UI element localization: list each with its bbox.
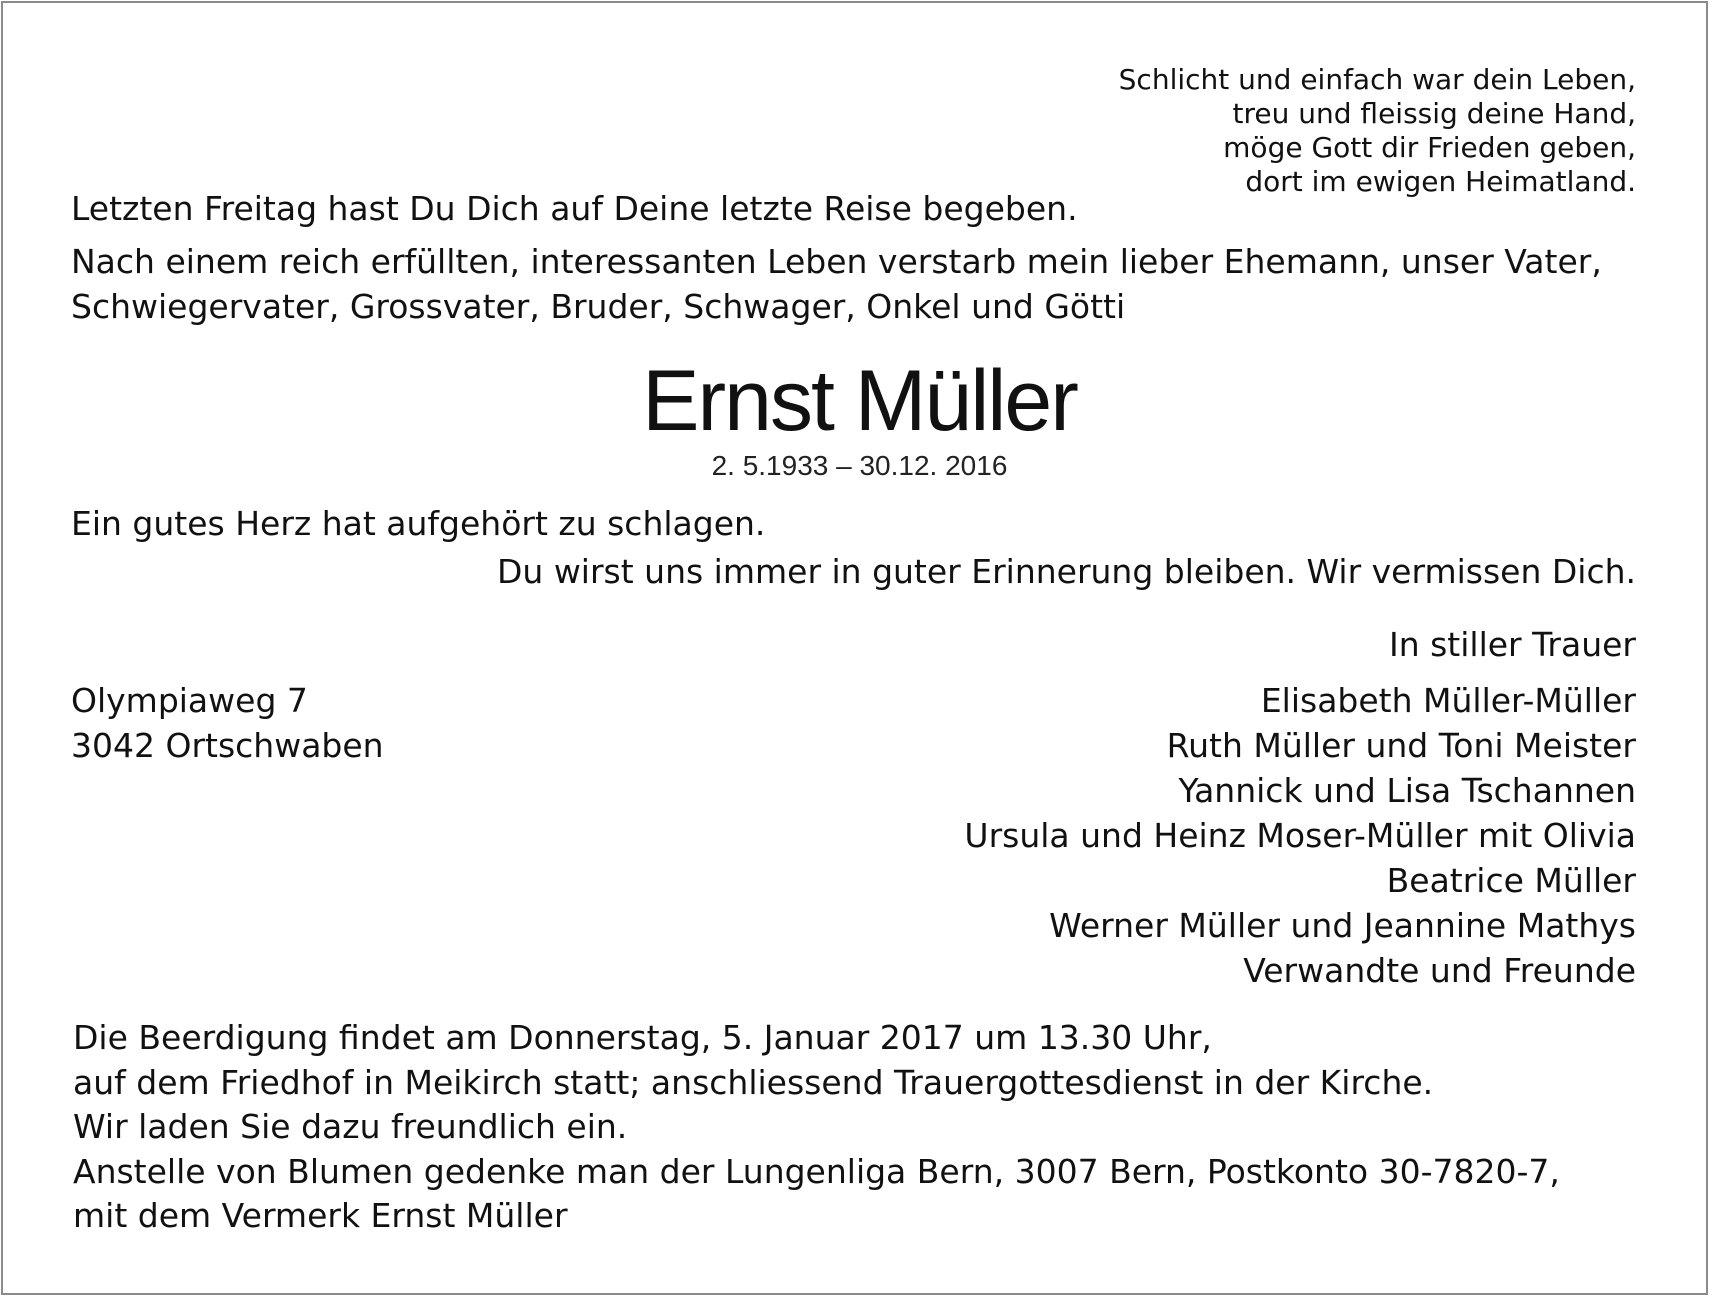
tribute-text: Ein gutes Herz hat aufgehört zu schlagen. — [71, 504, 766, 543]
deceased-name: Ernst Müller — [642, 353, 1077, 449]
address-city: 3042 Ortschwaben — [71, 726, 384, 765]
mourner-entry: Verwandte und Freunde — [1243, 951, 1636, 990]
poem-line: dort im ewigen Heimatland. — [1245, 165, 1636, 198]
address-block — [71, 678, 384, 768]
poem-verse — [1119, 63, 1636, 199]
obituary-card — [1, 1, 1708, 1295]
mourner-entry: Elisabeth Müller-Müller — [1260, 681, 1636, 720]
tribute-line-2 — [497, 549, 1636, 594]
donation-line: Anstelle von Blumen gedenke man der Lungenliga Bern, 3007 Bern, Postkonto 30-7820-7, — [73, 1151, 1560, 1191]
tribute-line-1 — [71, 501, 765, 546]
mourning-heading — [1389, 622, 1636, 667]
mourner-entry: Ruth Müller und Toni Meister — [1166, 726, 1636, 765]
poem-line: treu und fleissig deine Hand, — [1232, 97, 1636, 130]
poem-line: möge Gott dir Frieden geben, — [1223, 131, 1636, 164]
mourner-entry: Beatrice Müller — [1386, 861, 1636, 900]
intro-line: Nach einem reich erfüllten, interessanten Leben verstarb mein lieber Ehemann, unser Vater, — [71, 242, 1602, 281]
intro-text — [71, 186, 1078, 231]
funeral-line: auf dem Friedhof in Meikirch statt; anschliessend Trauergottesdienst in der Kirche. — [73, 1062, 1434, 1102]
mourner-entry: Werner Müller und Jeannine Mathys — [1049, 906, 1636, 945]
mourner-entry: Ursula und Heinz Moser-Müller mit Olivia — [964, 816, 1636, 855]
funeral-information — [73, 1016, 1560, 1239]
address-street: Olympiaweg 7 — [71, 681, 308, 720]
mourning-heading-text: In stiller Trauer — [1388, 625, 1636, 664]
poem-line: Schlicht und einfach war dein Leben, — [1118, 63, 1636, 96]
funeral-line: Wir laden Sie dazu freundlich ein. — [73, 1107, 628, 1146]
intro-text-continued — [71, 239, 1602, 329]
tribute-text: Du wirst uns immer in guter Erinnerung bleiben. Wir vermissen Dich. — [497, 552, 1636, 591]
life-dates: 2. 5.1933 – 30.12. 2016 — [711, 450, 1008, 481]
mourners-list — [964, 678, 1636, 993]
intro-line: Schwiegervater, Grossvater, Bruder, Schwager, Onkel und Götti — [71, 287, 1126, 326]
donation-note-line: mit dem Vermerk Ernst Müller — [73, 1196, 568, 1235]
funeral-line: Die Beerdigung findet am Donnerstag, 5. Januar 2017 um 13.30 Uhr, — [73, 1018, 1212, 1057]
mourner-entry: Yannick und Lisa Tschannen — [1178, 771, 1636, 810]
intro-line: Letzten Freitag hast Du Dich auf Deine letzte Reise begeben. — [71, 189, 1078, 228]
